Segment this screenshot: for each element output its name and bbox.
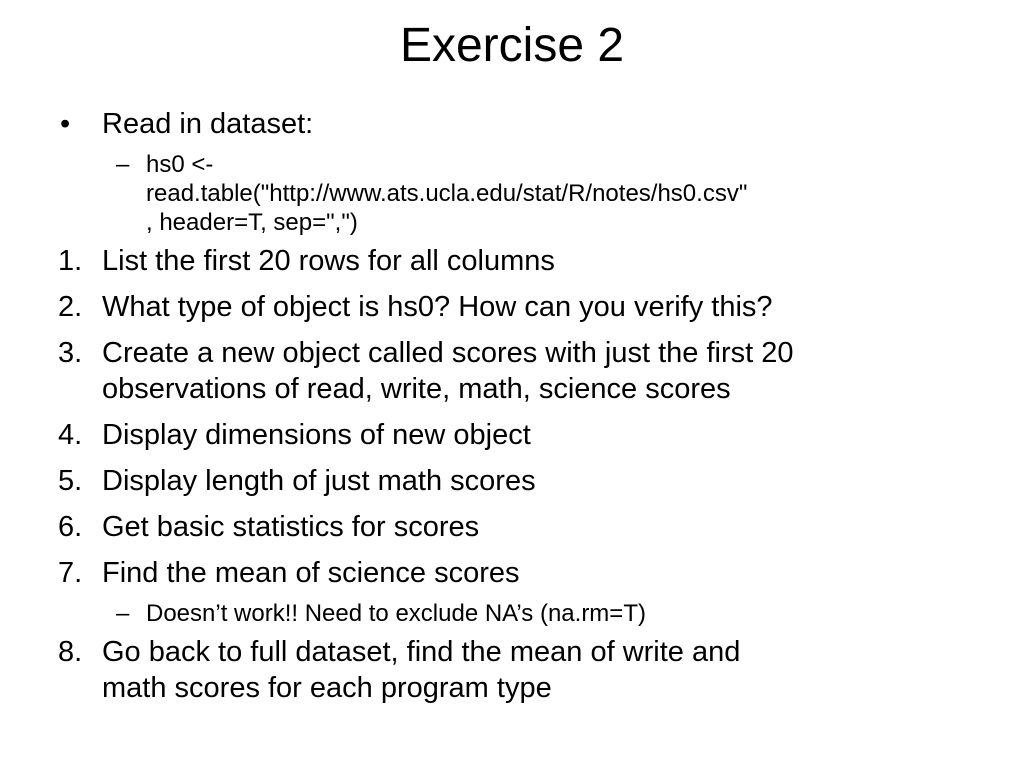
- code-line: , header=T, sep=","): [146, 209, 358, 236]
- list-item-text: Find the mean of science scores: [102, 557, 520, 589]
- list-item-2: [58, 289, 978, 325]
- number-marker: 3.: [58, 337, 83, 369]
- list-item-text: Display length of just math scores: [102, 465, 536, 497]
- list-item-read-dataset: [58, 106, 978, 142]
- dash-marker: –: [116, 600, 130, 627]
- number-marker: 7.: [58, 557, 83, 589]
- list-item-6: [58, 509, 978, 545]
- list-item-5: [58, 463, 978, 499]
- list-item-7: [58, 555, 978, 591]
- list-item-text: Get basic statistics for scores: [102, 511, 480, 543]
- sub-item-read-table: [58, 150, 978, 237]
- list-item-text: Go back to full dataset, find the mean of write and: [102, 636, 741, 668]
- list-item-1: [58, 243, 978, 279]
- list-item-text: List the first 20 rows for all columns: [102, 245, 555, 277]
- list-item-4: [58, 417, 978, 453]
- list-item-text: Create a new object called scores with just the first 20: [102, 337, 794, 369]
- dash-marker: –: [116, 151, 130, 178]
- number-marker: 5.: [58, 465, 83, 497]
- list-item-8: [58, 634, 978, 706]
- bullet-marker: •: [60, 108, 71, 140]
- list-item-text: math scores for each program type: [102, 672, 552, 704]
- code-line: hs0 <-: [146, 151, 214, 178]
- code-line: read.table("http://www.ats.ucla.edu/stat/R/notes/hs0.csv": [146, 180, 748, 207]
- number-marker: 6.: [58, 511, 83, 543]
- sub-item-na-note: [58, 599, 978, 628]
- list-item-text: What type of object is hs0? How can you verify this?: [102, 291, 773, 323]
- number-marker: 2.: [58, 291, 83, 323]
- number-marker: 8.: [58, 636, 83, 668]
- number-marker: 1.: [58, 245, 83, 277]
- number-marker: 4.: [58, 419, 83, 451]
- list-item-text: Read in dataset:: [102, 108, 314, 140]
- list-item-3: [58, 335, 978, 407]
- slide-body: [58, 106, 978, 716]
- list-item-text: observations of read, write, math, science scores: [102, 373, 731, 405]
- list-item-text: Display dimensions of new object: [102, 419, 531, 451]
- slide-title: Exercise 2: [399, 19, 625, 72]
- sub-item-text: Doesn’t work!! Need to exclude NA’s (na.rm=T): [146, 600, 646, 627]
